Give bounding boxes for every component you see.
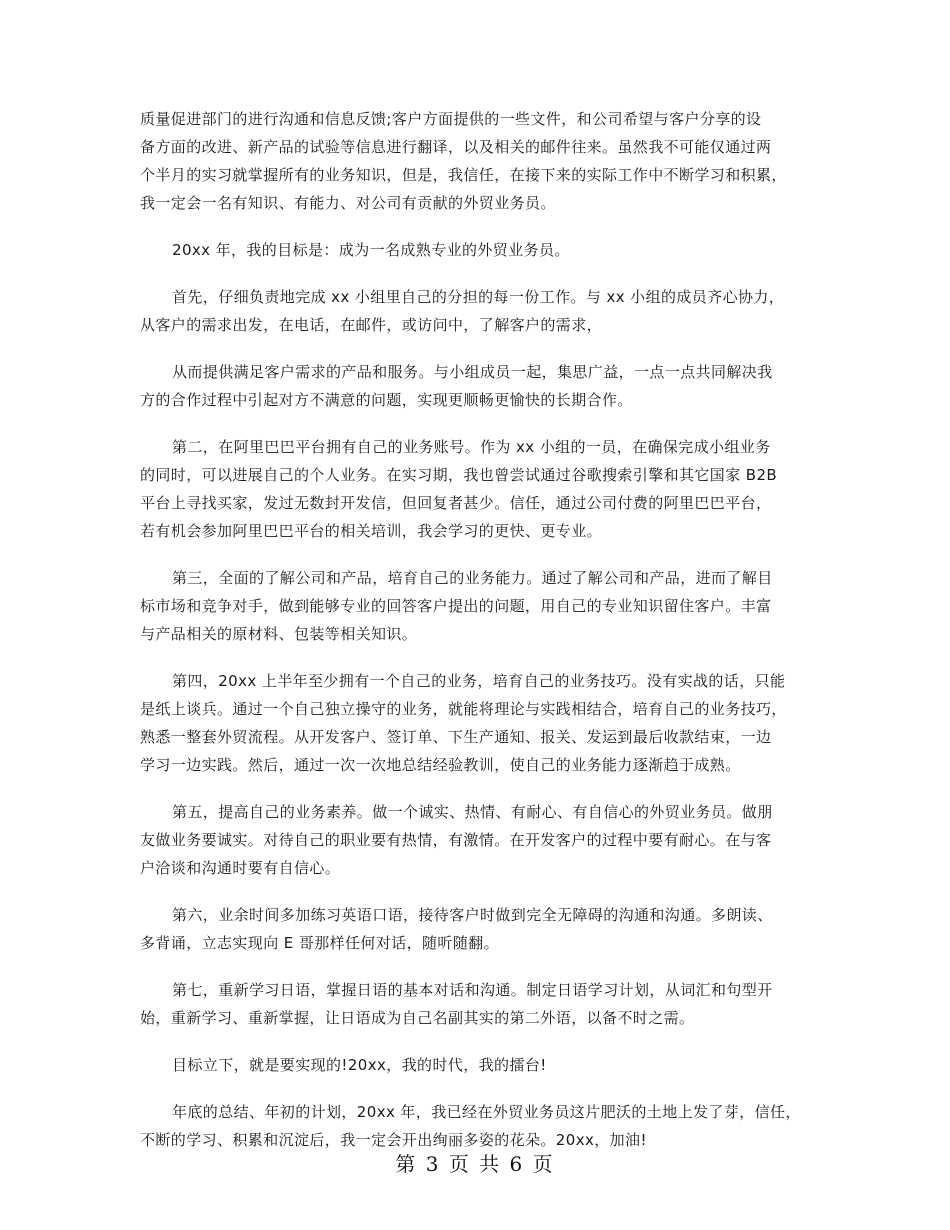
text-line: 第五，提高自己的业务素养。做一个诚实、热情、有耐心、有自信心的外贸业务员。做朋 [172,803,773,821]
document-body [140,105,830,1173]
paragraph-closing [140,1098,830,1154]
paragraph-seventh [140,976,830,1032]
text-line: 始，重新学习、重新掌握，让日语成为自己名副其实的第二外语，以备不时之需。 [140,1009,695,1027]
text-line: 不断的学习、积累和沉淀后，我一定会开出绚丽多姿的花朵。20xx，加油! [140,1131,647,1149]
text-line: 从客户的需求出发，在电话，在邮件，或访问中，了解客户的需求， [140,316,603,334]
text-line: 第七，重新学习日语，掌握日语的基本对话和沟通。制定日语学习计划，从词汇和句型开 [172,981,773,999]
text-line: 第二，在阿里巴巴平台拥有自己的业务账号。作为 xx 小组的一员，在确保完成小组业务 [172,438,771,456]
text-line: 第四，20xx 上半年至少拥有一个自己的业务，培育自己的业务技巧。没有实战的话，只能 [172,672,786,690]
text-line: 标市场和竞争对手，做到能够专业的回答客户提出的问题，用自己的专业知识留住客户。丰富 [140,597,772,615]
paragraph-second [140,433,830,545]
text-line: 目标立下，就是要实现的!20xx，我的时代，我的擂台! [172,1056,547,1074]
text-line: 多背诵，立志实现向 E 哥那样任何对话，随听随翻。 [140,934,500,952]
text-line: 年底的总结、年初的计划，20xx 年，我已经在外贸业务员这片肥沃的土地上发了芽，信任， [172,1103,801,1121]
paragraph-fourth [140,667,830,779]
paragraph-1 [140,105,830,217]
text-line: 我一定会一名有知识、有能力、对公司有贡献的外贸业务员。 [140,194,556,212]
paragraph-service [140,358,830,414]
text-line: 友做业务要诚实。对待自己的职业要有热情，有激情。在开发客户的过程中要有耐心。在与客 [140,831,772,849]
paragraph-first [140,283,830,339]
text-line: 是纸上谈兵。通过一个自己独立操守的业务，就能将理论与实践相结合，培育自己的业务技巧， [140,700,787,718]
paragraph-third [140,564,830,648]
text-line: 与产品相关的原材料、包装等相关知识。 [140,625,418,643]
text-line: 方的合作过程中引起对方不满意的问题，实现更顺畅更愉快的长期合作。 [140,391,633,409]
text-line: 备方面的改进、新产品的试验等信息进行翻译，以及相关的邮件往来。虽然我不可能仅通过两 [140,138,772,156]
text-line: 第三，全面的了解公司和产品，培育自己的业务能力。通过了解公司和产品，进而了解目 [172,569,773,587]
text-line: 质量促进部门的进行沟通和信息反馈;客户方面提供的一些文件，和公司希望与客户分享的设 [140,110,762,128]
paragraph-motto [140,1051,830,1079]
text-line: 20xx 年，我的目标是：成为一名成熟专业的外贸业务员。 [172,241,570,259]
text-line: 户洽谈和沟通时要有自信心。 [140,859,341,877]
text-line: 从而提供满足客户需求的产品和服务。与小组成员一起，集思广益，一点一点共同解决我 [172,363,773,381]
paragraph-sixth [140,901,830,957]
paragraph-goal [140,236,830,264]
text-line: 平台上寻找买家，发过无数封开发信，但回复者甚少。信任，通过公司付费的阿里巴巴平台， [140,494,772,512]
text-line: 熟悉一整套外贸流程。从开发客户、签订单、下生产通知、报关、发运到最后收款结束，一边 [140,728,772,746]
paragraph-fifth [140,798,830,882]
text-line: 第六，业余时间多加练习英语口语，接待客户时做到完全无障碍的沟通和沟通。多朗读、 [172,906,773,924]
text-line: 个半月的实习就掌握所有的业务知识，但是，我信任，在接下来的实际工作中不断学习和积累， [140,166,787,184]
page-number-footer: 第 3 页 共 6 页 [395,1152,555,1176]
text-line: 的同时，可以进展自己的个人业务。在实习期，我也曾尝试通过谷歌搜索引擎和其它国家 B2B [140,466,778,484]
text-line: 首先，仔细负责地完成 xx 小组里自己的分担的每一份工作。与 xx 小组的成员齐心协力， [172,288,785,306]
text-line: 学习一边实践。然后，通过一次一次地总结经验教训，使自己的业务能力逐渐趋于成熟。 [140,756,741,774]
text-line: 若有机会参加阿里巴巴平台的相关培训，我会学习的更快、更专业。 [140,522,603,540]
